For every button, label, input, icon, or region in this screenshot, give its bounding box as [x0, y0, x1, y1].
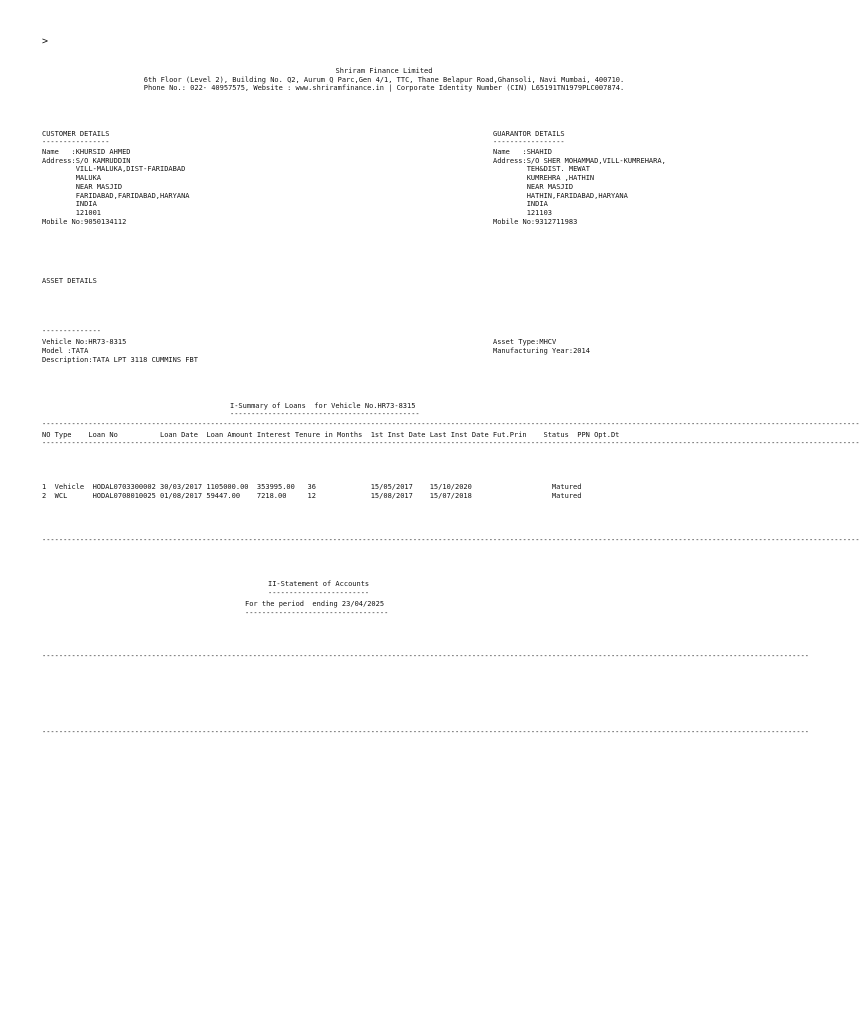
guarantor-line: Mobile No:9312711983 — [493, 217, 578, 226]
page-marker: > — [42, 36, 49, 47]
loan-row: 2 WCL HODAL0708010025 01/08/2017 59447.00 7218.00 12 15/08/2017 15/07/2018 Matured — [42, 492, 582, 500]
customer-heading: CUSTOMER DETAILS — [42, 130, 110, 138]
company-name: Shriram Finance Limited — [335, 67, 433, 75]
company-address: 6th Floor (Level 2), Building No. Q2, Aurum Q Parc,Gen 4/1, TTC, Thane Belapur Road,Ghansoli, Navi Mumbai, 400710. — [143, 76, 625, 84]
statement-title-underline: ------------------------ — [268, 589, 370, 597]
billed-rule-header: -------------------------------------------------------------------------------------------------------------------------------------------------------------------------------------- — [42, 728, 810, 736]
guarantor-underline: ----------------- — [493, 138, 565, 146]
statement-title: II-Statement of Accounts — [268, 580, 370, 588]
customer-line: Mobile No:9050134112 — [42, 217, 127, 226]
customer-line: 121001 — [42, 208, 102, 217]
customer-line: Address:S/O KAMRUDDIN — [42, 156, 131, 165]
company-contact: Phone No.: 022- 40957575, Website : www.shriramfinance.in | Corporate Identity Number (CIN) L65191TN1979PLC007874. — [143, 84, 625, 92]
guarantor-line: TEH&DIST. MEWAT — [493, 165, 590, 174]
guarantor-line: 121103 — [493, 208, 553, 217]
summary-title: I-Summary of Loans for Vehicle No.HR73-8315 — [230, 402, 416, 410]
vehicle-no: Vehicle No:HR73-8315 — [42, 338, 127, 346]
loan-row: 1 Vehicle HODAL0703300002 30/03/2017 1105000.00 353995.00 36 15/05/2017 15/10/2020 Matured — [42, 483, 582, 491]
asset-heading: ASSET DETAILS — [42, 277, 97, 285]
summary-rule-bottom: -------------------------------------------------------------------------------------------------------------------------------------------------------------------------------------------------- — [42, 536, 860, 544]
customer-line: NEAR MASJID — [42, 182, 123, 191]
customer-line: VILL-MALUKA,DIST-FARIDABAD — [42, 165, 186, 174]
guarantor-line: INDIA — [493, 200, 548, 209]
billed-rule-top: -------------------------------------------------------------------------------------------------------------------------------------------------------------------------------------- — [42, 652, 810, 660]
guarantor-heading: GUARANTOR DETAILS — [493, 130, 565, 138]
summary-rule-header: -------------------------------------------------------------------------------------------------------------------------------------------------------------------------------------------------- — [42, 439, 860, 447]
manufacturing-year: Manufacturing Year:2014 — [493, 347, 590, 355]
customer-line: Name :KHURSID AHMED — [42, 148, 131, 156]
summary-rule-top: -------------------------------------------------------------------------------------------------------------------------------------------------------------------------------------------------- — [42, 420, 860, 428]
asset-type: Asset Type:MHCV — [493, 338, 557, 346]
guarantor-line: KUMREHRA ,HATHIN — [493, 174, 595, 183]
guarantor-line: Address:S/O SHER MOHAMMAD,VILL-KUMREHARA, — [493, 156, 666, 165]
statement-period-underline: ---------------------------------- — [245, 609, 389, 617]
customer-underline: ---------------- — [42, 138, 110, 146]
asset-rule: -------------- — [42, 327, 102, 335]
summary-title-underline: --------------------------------------------- — [230, 410, 420, 418]
vehicle-description: Description:TATA LPT 3118 CUMMINS FBT — [42, 356, 198, 364]
guarantor-line: NEAR MASJID — [493, 182, 574, 191]
statement-period: For the period ending 23/04/2025 — [245, 600, 385, 608]
summary-columns: NO Type Loan No Loan Date Loan Amount Interest Tenure in Months 1st Inst Date Last Inst Date Fut.Prin Status PPN Opt.Dt — [42, 431, 620, 439]
guarantor-line: Name :SHAHID — [493, 148, 553, 156]
customer-line: INDIA — [42, 200, 97, 209]
customer-line: MALUKA — [42, 174, 102, 183]
guarantor-line: HATHIN,FARIDABAD,HARYANA — [493, 191, 628, 200]
customer-line: FARIDABAD,FARIDABAD,HARYANA — [42, 191, 190, 200]
vehicle-model: Model :TATA — [42, 347, 89, 355]
